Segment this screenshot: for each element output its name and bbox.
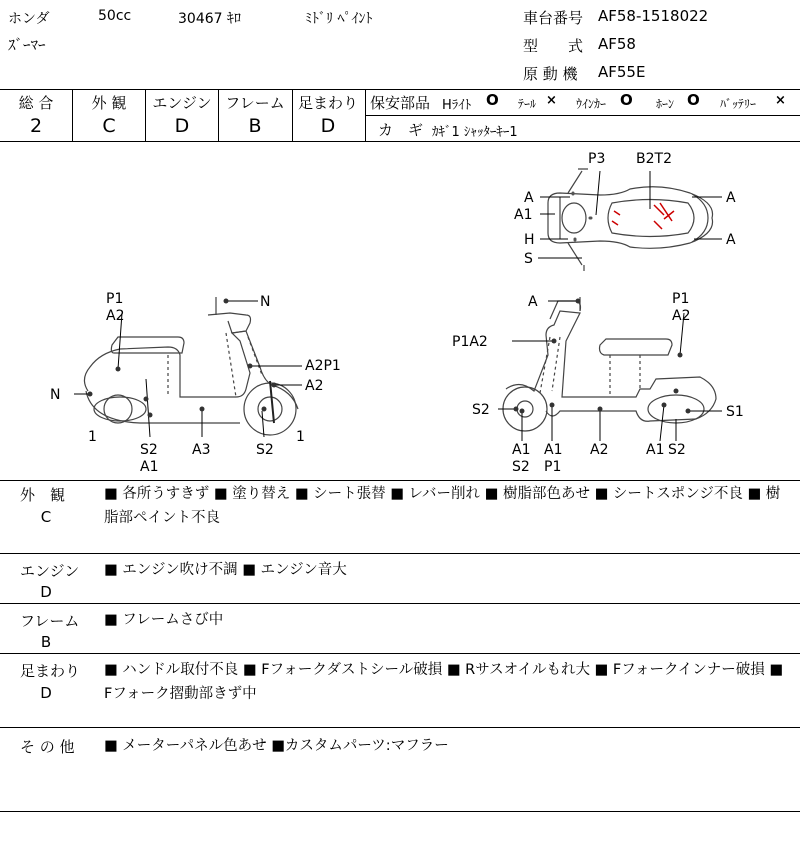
divider — [0, 89, 800, 90]
divider — [0, 811, 800, 812]
label-right-p1-d: P1 — [544, 459, 562, 475]
safety-mark-tail: × — [546, 93, 557, 108]
section-grade-suspension: D — [40, 684, 52, 702]
divider — [365, 89, 366, 141]
grade-engine: D — [174, 115, 190, 137]
label-right-a2: A2 — [672, 308, 691, 324]
section-grade-frame: B — [40, 633, 52, 651]
label-left-s2-front: S2 — [140, 442, 158, 458]
label-p3: P3 — [588, 151, 606, 167]
label-right-s2-left: S2 — [472, 402, 490, 418]
label-a-right-top: A — [726, 190, 736, 206]
section-label-suspension: 足まわり — [20, 662, 81, 680]
displacement: 50cc — [98, 8, 132, 24]
divider — [0, 480, 800, 481]
section-label-other: そ の 他 — [20, 738, 75, 756]
safety-label: 保安部品 — [370, 94, 431, 112]
label-b2t2: B2T2 — [636, 151, 672, 167]
label-right-s1: S1 — [726, 404, 744, 420]
label-right-a-top: A — [528, 294, 538, 310]
label-right-a2-e: A2 — [590, 442, 609, 458]
divider — [72, 89, 73, 141]
type-label: 型 式 — [523, 37, 584, 55]
engine-value: AF55E — [598, 63, 646, 81]
label-a-right-bottom: A — [726, 232, 736, 248]
label-right-a1-f: A1 — [646, 442, 665, 458]
label-right-a1-c: A1 — [544, 442, 563, 458]
label-left-one-left: 1 — [88, 429, 97, 445]
frame-no-label: 車台番号 — [523, 9, 584, 27]
grade-header-exterior: 外 観 — [91, 94, 127, 112]
label-left-a1-front: A1 — [140, 459, 159, 475]
section-label-frame: フレーム — [20, 612, 80, 630]
label-right-a1-a: A1 — [512, 442, 531, 458]
frame-no: AF58-1518022 — [598, 7, 709, 25]
label-left-a2p1: A2P1 — [305, 358, 341, 374]
section-text-suspension: ■ ハンドル取付不良 ■ Fフォークダストシール破損 ■ Rサスオイルもれ大 ■ Fフォークインナー破損 ■ Fフォーク摺動部きず中 — [104, 662, 784, 702]
label-left-s2-rear: S2 — [256, 442, 274, 458]
color: ﾐﾄﾞﾘ ﾍﾟｲﾝﾄ — [305, 11, 373, 27]
type-value: AF58 — [598, 35, 636, 53]
safety-mark-headlight: O — [486, 91, 499, 109]
grade-exterior: C — [102, 115, 116, 137]
label-a-left-top: A — [524, 190, 534, 206]
divider — [0, 553, 800, 554]
safety-item-winker: ｳｲﾝｶｰ — [576, 97, 607, 111]
safety-mark-battery: × — [775, 93, 786, 108]
label-left-one-right: 1 — [296, 429, 305, 445]
safety-item-battery: ﾊﾞｯﾃﾘｰ — [720, 97, 757, 111]
section-label-exterior: 外 観 — [20, 486, 66, 504]
section-grade-exterior: C — [40, 508, 52, 526]
safety-item-tail: ﾃｰﾙ — [518, 97, 537, 111]
grade-header-frame: フレーム — [225, 94, 285, 112]
key-value: ｶｷﾞ1 ｼｬｯﾀｰｷｰ1 — [432, 125, 518, 140]
label-right-s2-b: S2 — [512, 459, 530, 475]
grade-overall: 2 — [29, 115, 43, 137]
section-text-other: ■ メーターパネル色あせ ■カスタムパーツ:マフラー — [104, 738, 449, 754]
scooter-top-view — [548, 169, 713, 271]
label-a1-left: A1 — [514, 207, 533, 223]
grade-header-overall: 総 合 — [18, 94, 54, 112]
label-left-a2: A2 — [106, 308, 125, 324]
section-text-exterior: ■ 各所うすきず ■ 塗り替え ■ シート張替 ■ レバー削れ ■ 樹脂部色あせ ■ シートスポンジ不良 ■ 樹脂部ペイント不良 — [104, 486, 781, 526]
divider — [145, 89, 146, 141]
section-text-engine: ■ エンジン吹け不調 ■ エンジン音大 — [104, 562, 347, 578]
grade-header-suspension: 足まわり — [297, 94, 358, 112]
grade-header-engine: エンジン — [152, 94, 212, 112]
label-h-left: H — [524, 232, 535, 248]
model-name: ｽﾞｰﾏｰ — [8, 36, 46, 54]
engine-label: 原 動 機 — [523, 65, 578, 83]
divider — [0, 727, 800, 728]
maker: ホンダ — [8, 11, 50, 27]
safety-item-headlight: Hﾗｲﾄ — [442, 98, 472, 113]
label-right-s2-f: S2 — [668, 442, 686, 458]
mileage: 30467 ｷﾛ — [178, 11, 241, 27]
label-left-n-left: N — [50, 387, 61, 403]
label-left-a2-right: A2 — [305, 378, 324, 394]
grade-frame: B — [248, 115, 262, 137]
label-right-p1: P1 — [672, 291, 690, 307]
divider — [0, 653, 800, 654]
damage-diagram — [0, 141, 800, 481]
grade-suspension: D — [320, 115, 336, 137]
safety-item-horn: ﾎｰﾝ — [656, 97, 675, 111]
safety-mark-horn: O — [687, 91, 700, 109]
label-s-left: S — [524, 251, 533, 267]
section-grade-engine: D — [40, 583, 52, 601]
key-label: カ ギ — [378, 121, 424, 139]
section-label-engine: エンジン — [20, 562, 80, 580]
damage-marks — [612, 203, 674, 229]
label-left-n-top: N — [260, 294, 271, 310]
section-text-frame: ■ フレームさび中 — [104, 612, 224, 628]
safety-mark-winker: O — [620, 91, 633, 109]
label-left-p1: P1 — [106, 291, 124, 307]
divider — [0, 603, 800, 604]
divider — [218, 89, 219, 141]
label-right-p1a2: P1A2 — [452, 334, 488, 350]
divider — [365, 115, 800, 116]
label-left-a3: A3 — [192, 442, 211, 458]
